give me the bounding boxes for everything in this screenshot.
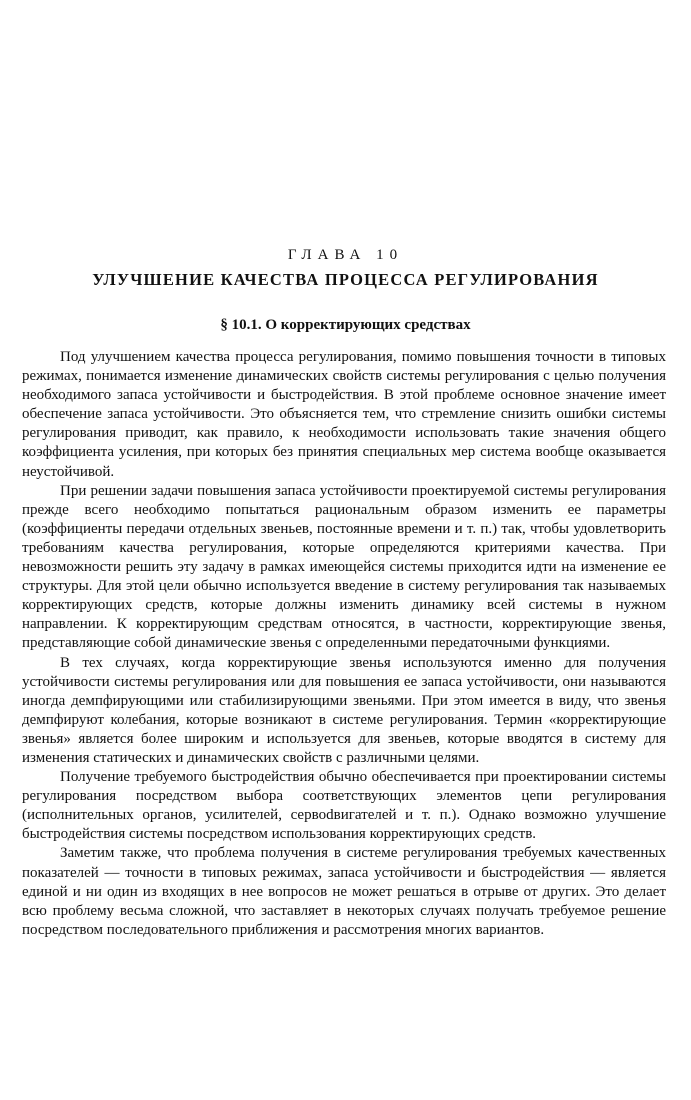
chapter-label: ГЛАВА 10 xyxy=(287,247,404,263)
paragraph: В тех случаях, когда корректирующие звенья используются именно для получения устойчивости системы регулирования или для повышения ее запаса устойчивости, они называются иногда демпфирующими или стабилизирующими звеньями. При этом имеется в виду, что звенья демпфируют колебания, которые возникают в системе регулирования. Термин «корректирующие звенья» является более широким и используется для звеньев, которые вводятся в систему для изменения статических и динамических свойств с различными целями. xyxy=(22,654,666,766)
chapter-title: УЛУЧШЕНИЕ КАЧЕСТВА ПРОЦЕССА РЕГУЛИРОВАНИЯ xyxy=(92,270,599,289)
section-title: § 10.1. О корректирующих средствах xyxy=(220,317,471,333)
paragraph: Заметим также, что проблема получения в системе регулирования требуемых качественных показателей — точности в типовых режимах, запаса устойчивости и быстродействия — является единой и ни один из входящих в нее вопросов не может решаться в отрыве от других. Это делает всю проблему весьма сложной, что заставляет в некоторых случаях получать требуемое решение посредством последовательного приближения и рассмотрения многих вариантов. xyxy=(22,845,666,938)
body-text xyxy=(22,348,666,940)
paragraph: Под улучшением качества процесса регулирования, помимо повышения точности в типовых режимах, понимается изменение динамических свойств системы регулирования с целью получения необходимого запаса устойчивости и быстродействия. В этой проблеме основное значение имеет обеспечение запаса устойчивости. Это объясняется тем, что стремление снизить ошибки системы регулирования приводит, как правило, к необходимости использовать такие значения общего коэффициента усиления, при которых без принятия специальных мер система вообще оказывается неустойчивой. xyxy=(22,349,666,480)
paragraph: При решении задачи повышения запаса устойчивости проектируемой системы регулирования прежде всего необходимо попытаться рациональным образом изменить ее параметры (коэффициенты передачи отдельных звеньев, постоянные времени и т. п.) так, чтобы удовлетворить требованиям качества регулирования, которые определяются критериями качества. При невозможности решить эту задачу в рамках имеющейся системы приходится идти на изменение ее структуры. Для этой цели обычно используется введение в систему регулирования так называемых корректирующих средств, которые должны изменить динамику всей системы в нужном направлении. К корректирующим средствам относятся, в частности, корректирующие звенья, представляющие собой динамические звенья с определенными передаточными функциями. xyxy=(22,482,666,652)
paragraph: Получение требуемого быстродействия обычно обеспечивается при проектировании системы регулирования посредством выбора соответствующих элементов цепи регулирования (исполнительных органов, усилителей, сервodвигателей и т. п.). Однако возможно улучшение быстродействия системы посредством использования корректирующих средств. xyxy=(22,769,666,843)
